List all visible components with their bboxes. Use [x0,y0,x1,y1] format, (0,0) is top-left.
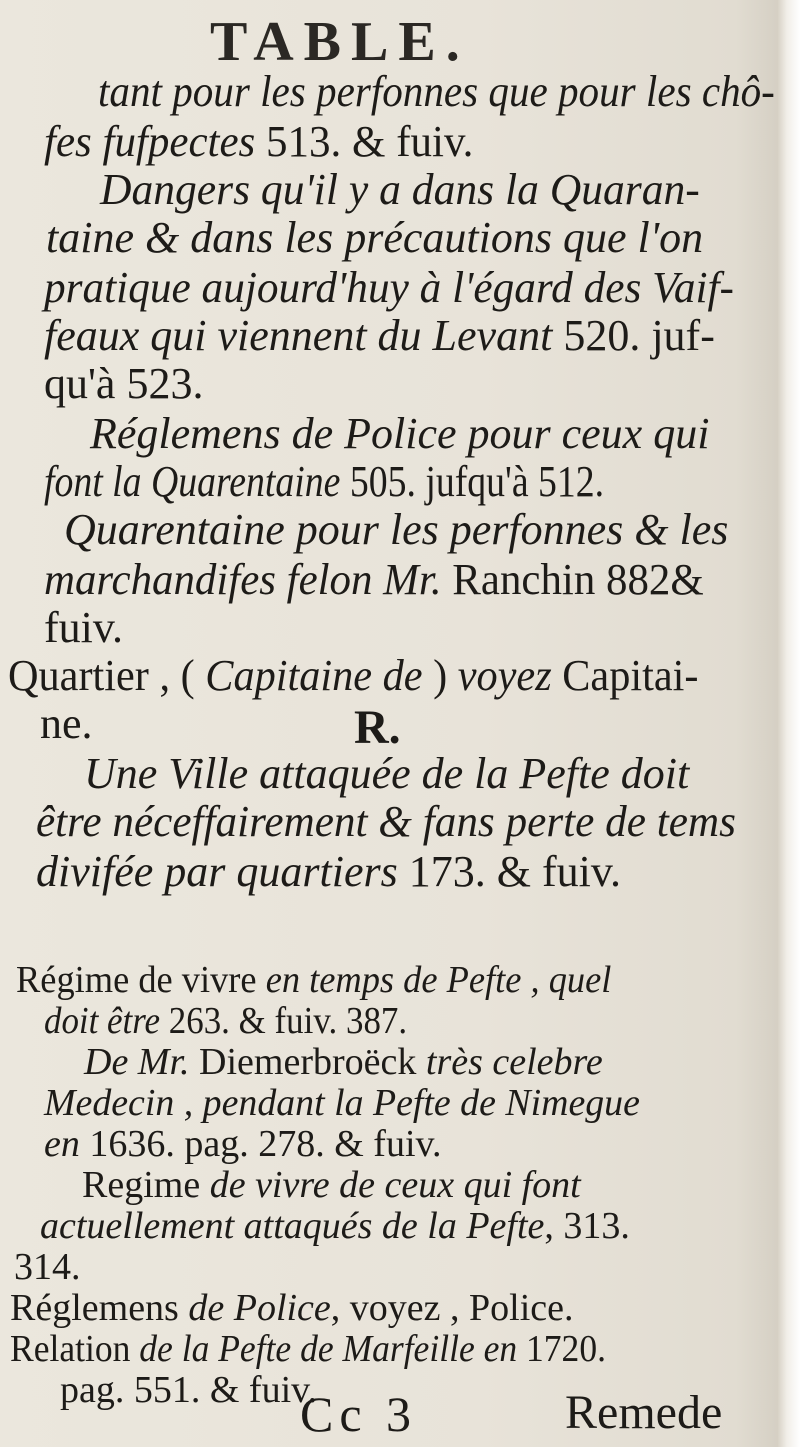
text-segment: fes fufpectes [44,117,267,166]
text-segment: marchandifes felon Mr. [44,555,453,604]
index-line-q2 [44,118,473,166]
text-segment: Ranchin 882& [452,555,704,604]
index-line-q10 [64,506,728,554]
text-segment: Réglemens [10,1287,189,1329]
text-segment: Dangers qu'il y a dans la Quaran- [100,165,700,214]
text-segment: de vivre de ceux qui font [209,1164,581,1206]
text-segment: très celebre [425,1041,603,1083]
page-edge [778,0,800,1447]
index-line-q15 [84,750,689,798]
text-segment: en [44,1123,90,1165]
index-line-r6 [82,1165,581,1205]
index-line-q11 [44,556,704,604]
text-segment: Capitaine de [205,651,434,700]
text-segment: divifée par quartiers [36,847,409,896]
index-line-q8 [90,410,709,458]
text-segment: 263. & fuiv. 387. [168,1000,408,1042]
text-segment: Quartier , ( [8,651,206,700]
index-line-q6 [44,312,715,360]
page-footer [0,1385,800,1441]
text-segment: fuiv. [44,603,124,652]
index-line-r7 [40,1206,630,1246]
index-line-q17 [36,848,621,896]
index-line-q16 [36,798,736,846]
text-segment: doit être [44,1000,169,1042]
text-segment: 513. & fuiv. [266,117,474,166]
text-segment: 1636. pag. 278. & fuiv. [89,1123,442,1165]
text-segment: 173. & fuiv. [408,847,621,896]
text-segment: Medecin , pendant la Pefte de Nimegue [44,1082,640,1124]
text-segment: 520. juf- [563,311,715,360]
text-segment: pratique aujourd'huy à l'égard des Vaif- [44,263,734,312]
text-segment: De Mr. [84,1041,200,1083]
index-line-r4 [44,1083,640,1123]
text-segment: Une Ville attaquée de la Pefte doit [84,749,690,798]
index-line-r8 [14,1247,81,1287]
text-segment: 505. jufqu'à 512. [349,457,605,506]
text-segment: voyez [457,651,563,700]
text-segment: , voyez , Police. [330,1287,574,1329]
text-segment: Quarentaine pour les perfonnes & les [64,505,729,554]
text-segment: taine & dans les précautions que l'on [46,213,704,262]
index-line-r1 [16,960,611,1000]
text-segment: , 313. [544,1205,630,1247]
index-line-q14 [40,700,93,748]
index-line-q1 [98,68,775,116]
index-line-q7 [44,360,203,408]
text-segment: feaux qui viennent du Levant [44,311,564,360]
signature-mark: Cc 3 [300,1386,418,1442]
text-segment: Capitai- [562,651,699,700]
catchword: Remede [565,1386,723,1439]
index-line-r10 [10,1329,606,1369]
text-segment: Réglemens de Police pour ceux qui [90,409,710,458]
text-segment: qu'à 523. [44,359,204,408]
text-segment: actuellement attaqués de la Pefte [40,1205,545,1247]
index-line-q4 [46,214,703,262]
text-segment: Regime [82,1164,210,1206]
index-line-r5 [44,1124,442,1164]
text-segment: pag. 551. & fuiv. [60,1369,318,1411]
text-segment: en temps de Pefte , quel [265,959,612,1001]
text-segment: ne. [40,699,93,748]
text-segment: 1720. [526,1328,606,1370]
index-line-q12 [44,604,123,652]
text-segment: tant pour les perfonnes que pour les chô- [98,67,775,116]
section-letter: R. [354,701,401,754]
index-line-q3 [100,166,700,214]
text-segment: Régime de vivre [16,959,266,1001]
text-segment: Diemerbroëck [199,1041,426,1083]
text-segment: être néceffairement & fans perte de tems [36,797,736,846]
text-segment: 314. [14,1246,81,1288]
text-segment: font la Quarentaine [44,457,350,506]
index-line-r3 [84,1042,603,1082]
text-segment: ) [433,651,458,700]
index-line-r2 [44,1001,407,1041]
text-segment: de la Pefte de Marfeille en [139,1328,527,1370]
index-line-r9 [10,1288,574,1328]
text-segment: de Police [188,1287,331,1329]
index-line-q13 [8,652,698,700]
text-segment: Relation [10,1328,140,1370]
index-line-q9 [44,458,604,506]
running-head: TABLE. [210,11,470,73]
index-line-q5 [44,264,734,312]
